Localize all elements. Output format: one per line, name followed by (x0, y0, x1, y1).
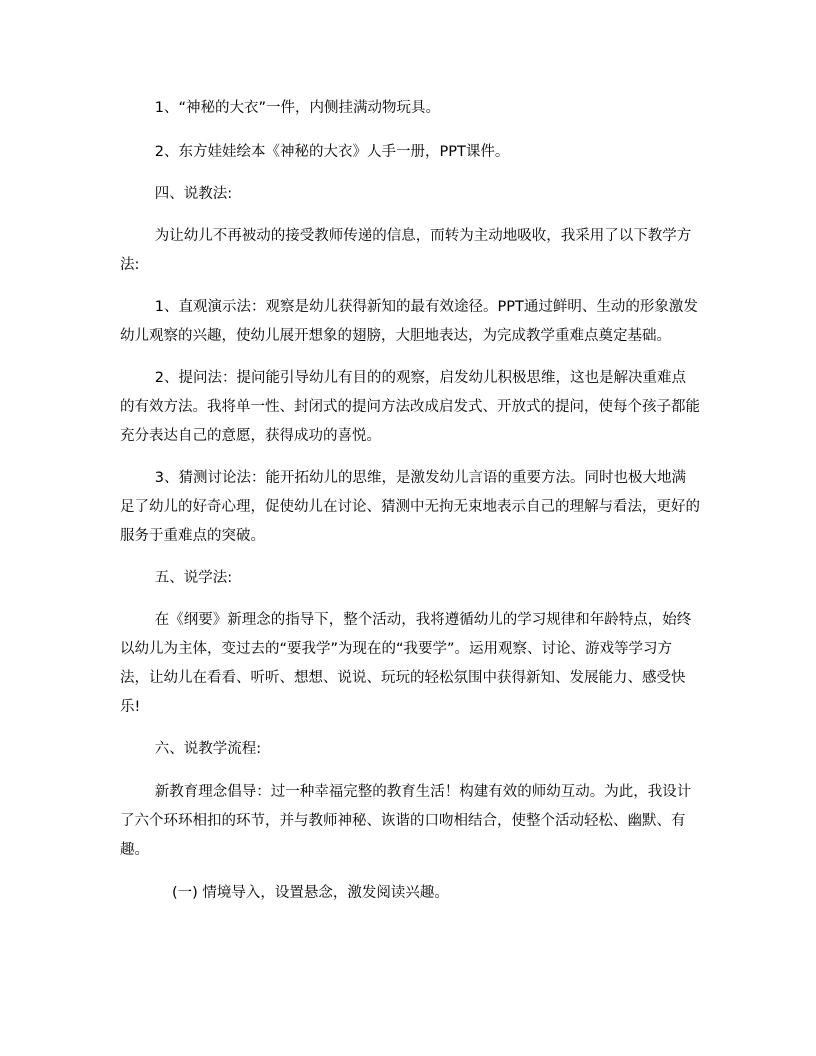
paragraph-method-demonstration: 1、直观演示法：观察是幼儿获得新知的最有效途径。PPT通过鲜明、生动的形象激发幼儿观察的兴趣，使幼儿展开想象的翅膀，大胆地表达，为完成教学重难点奠定基础。 (120, 299, 698, 344)
paragraph-teaching-process: 新教育理念倡导：过一种幸福完整的教育生活！构建有效的师幼互动。为此，我设计了六个环环相扣的环节，并与教师神秘、诙谐的口吻相结合，使整个活动轻松、幽默、有趣。 (120, 784, 692, 858)
paragraph-method-questioning: 2、提问法：提问能引导幼儿有目的的观察，启发幼儿积极思维，这也是解决重难点的有效方法。我将单一性、封闭式的提问方法改成启发式、开放式的提问，使每个孩子都能充分表达自己的意愿，获得成功的喜悦。 (120, 370, 700, 444)
paragraph-methods-intro: 为让幼儿不再被动的接受教师传递的信息，而转为主动地吸收，我采用了以下教学方法: (120, 228, 692, 273)
paragraph-learning-methods: 在《纲要》新理念的指导下，整个活动，我将遵循幼儿的学习规律和年龄特点，始终以幼儿为主体，变过去的“要我学”为现在的“我要学”。运用观察、讨论、游戏等学习方法，让幼儿在看看、听听、想想、说说、玩玩的轻松氛围中获得新知、发展能力、感受快乐! (120, 612, 692, 715)
paragraph-materials-2: 2、东方娃娃绘本《神秘的大衣》人手一册，PPT课件。 (154, 144, 510, 160)
heading-teaching-methods: 四、说教法: (154, 186, 233, 202)
paragraph-materials-1: 1、“神秘的大衣”一件，内侧挂满动物玩具。 (154, 100, 441, 116)
heading-learning-methods: 五、说学法: (154, 570, 233, 586)
paragraph-method-discussion: 3、猜测讨论法：能开拓幼儿的思维，是激发幼儿言语的重要方法。同时也极大地满足了幼儿的好奇心理，促使幼儿在讨论、猜测中无拘无束地表示自己的理解与看法，更好的服务于重难点的突破。 (120, 470, 700, 544)
heading-teaching-process: 六、说教学流程: (154, 741, 262, 757)
heading-step-one: (一) 情境导入，设置悬念，激发阅读兴趣。 (172, 885, 449, 901)
